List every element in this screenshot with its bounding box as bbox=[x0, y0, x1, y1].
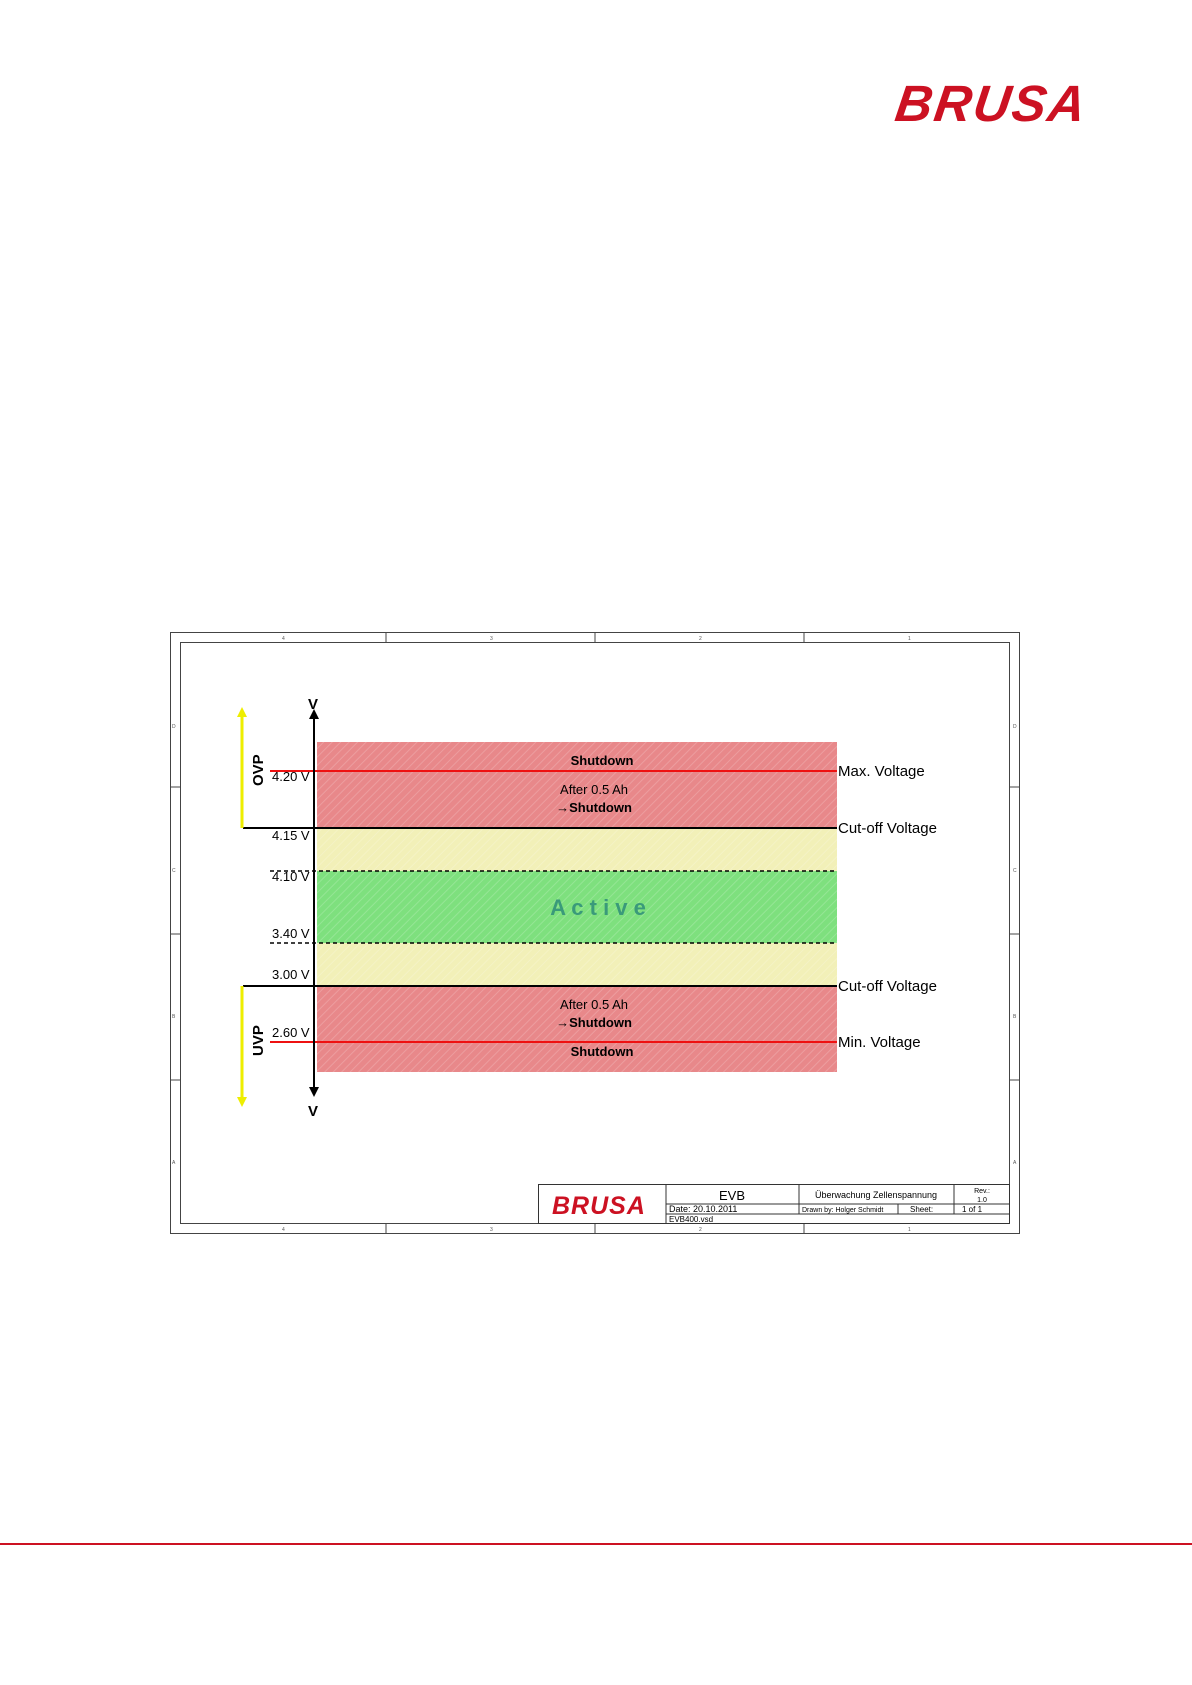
title-block-logo: BRUSA bbox=[552, 1192, 646, 1220]
title-block-file: EVB400.vsd bbox=[669, 1215, 714, 1224]
row-label-b: B bbox=[172, 1014, 176, 1020]
title-block-drawn-by: Drawn by: Holger Schmidt bbox=[802, 1207, 884, 1214]
col-label-2: 2 bbox=[699, 636, 702, 642]
col-label-4-bottom: 4 bbox=[282, 1227, 285, 1233]
active-text: A c t i v e bbox=[550, 895, 646, 920]
title-block-project: EVB bbox=[718, 1188, 746, 1203]
row-label-a: A bbox=[172, 1160, 176, 1166]
level-2-60: 2.60 V bbox=[272, 1025, 310, 1040]
ovp-label: OVP bbox=[250, 754, 267, 786]
col-label-3: 3 bbox=[490, 636, 493, 642]
title-block-sheet-label: Sheet: bbox=[910, 1205, 934, 1214]
row-label-b-right: B bbox=[1013, 1014, 1017, 1020]
lower-cutoff-label: Cut-off Voltage bbox=[838, 978, 937, 995]
level-4-20: 4.20 V bbox=[272, 769, 310, 784]
level-3-00: 3.00 V bbox=[272, 967, 310, 982]
col-label-1-bottom: 1 bbox=[908, 1227, 911, 1233]
axis-label-bottom: V bbox=[308, 1103, 319, 1120]
top-after-text: After 0.5 Ah bbox=[560, 782, 628, 797]
upper-cutoff-label: Cut-off Voltage bbox=[838, 820, 937, 837]
title-block-rev-value: 1.0 bbox=[977, 1197, 987, 1204]
bottom-shutdown-text: Shutdown bbox=[570, 1044, 634, 1059]
bottom-after-shutdown-text: →Shutdown bbox=[556, 1015, 632, 1030]
row-label-a-right: A bbox=[1013, 1160, 1017, 1166]
brand-logo: BRUSA bbox=[891, 75, 1092, 132]
col-label-3-bottom: 3 bbox=[490, 1227, 493, 1233]
col-label-4: 4 bbox=[282, 636, 285, 642]
row-label-c: C bbox=[172, 868, 176, 874]
footer-rule bbox=[0, 1543, 1192, 1545]
top-shutdown-text: Shutdown bbox=[570, 753, 634, 768]
title-block-rev-label: Rev.: bbox=[974, 1188, 990, 1195]
col-label-2-bottom: 2 bbox=[699, 1227, 702, 1233]
min-voltage-label: Min. Voltage bbox=[838, 1034, 921, 1051]
bottom-after-text: After 0.5 Ah bbox=[560, 997, 628, 1012]
voltage-diagram bbox=[170, 632, 1022, 1236]
cell-voltage-drawing bbox=[170, 632, 1022, 1241]
row-label-c-right: C bbox=[1013, 868, 1017, 874]
uvp-label: UVP bbox=[250, 1025, 267, 1056]
level-4-15: 4.15 V bbox=[272, 828, 310, 843]
max-voltage-label: Max. Voltage bbox=[838, 763, 925, 780]
axis-label-top: V bbox=[308, 696, 319, 713]
row-label-d: D bbox=[172, 724, 176, 730]
title-block-sheet-value: 1 of 1 bbox=[962, 1205, 983, 1214]
col-label-1: 1 bbox=[908, 636, 911, 642]
row-label-d-right: D bbox=[1013, 724, 1017, 730]
top-after-shutdown-text: →Shutdown bbox=[556, 800, 632, 815]
level-4-10: 4.10 V bbox=[272, 869, 310, 884]
title-block-date: Date: 20.10.2011 bbox=[669, 1204, 738, 1214]
level-3-40: 3.40 V bbox=[272, 926, 310, 941]
title-block-title: Überwachung Zellenspannung bbox=[814, 1190, 938, 1200]
